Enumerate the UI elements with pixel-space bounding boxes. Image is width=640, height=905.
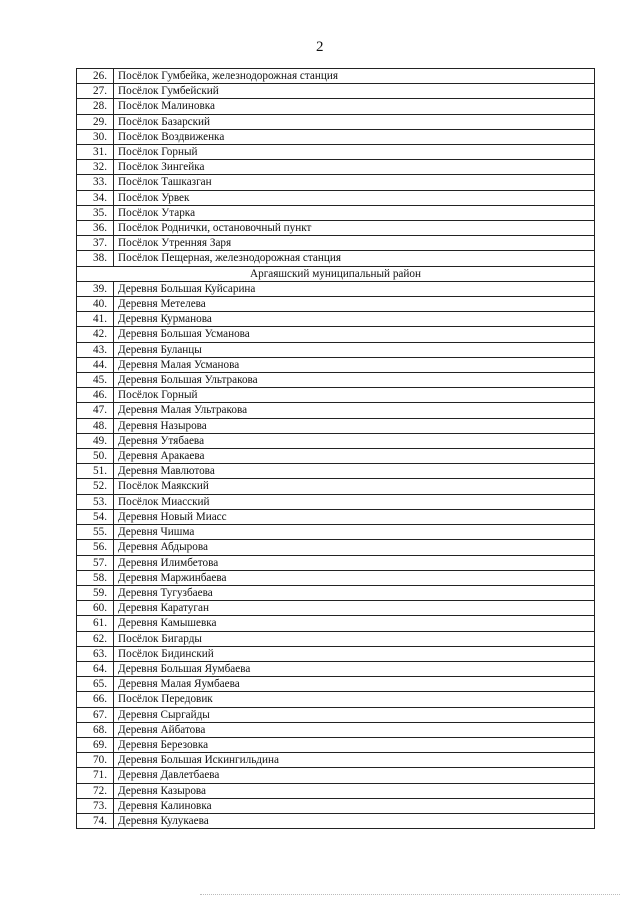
table-row (77, 783, 595, 798)
settlement-name: Деревня Каратуган (114, 601, 595, 616)
page-number: 2 (316, 39, 324, 55)
settlement-name: Посёлок Передовик (114, 692, 595, 707)
table-row (77, 373, 595, 388)
table-row (77, 449, 595, 464)
table-row (77, 281, 595, 296)
row-number: 63. (77, 646, 114, 661)
table-row (77, 99, 595, 114)
table-row (77, 114, 595, 129)
row-number: 43. (77, 342, 114, 357)
table-row (77, 798, 595, 813)
row-number: 54. (77, 509, 114, 524)
settlement-name: Деревня Малая Яумбаева (114, 677, 595, 692)
row-number: 27. (77, 84, 114, 99)
settlement-name: Деревня Камышевка (114, 616, 595, 631)
table-row (77, 646, 595, 661)
settlements-table (76, 68, 595, 829)
settlement-name: Деревня Утябаева (114, 433, 595, 448)
row-number: 26. (77, 69, 114, 84)
settlement-name: Посёлок Миасский (114, 494, 595, 509)
footer-scan-marks (200, 894, 620, 899)
settlement-name: Деревня Чишма (114, 525, 595, 540)
table-row (77, 585, 595, 600)
row-number: 42. (77, 327, 114, 342)
table-row (77, 616, 595, 631)
row-number: 32. (77, 160, 114, 175)
table-row (77, 494, 595, 509)
settlement-name: Деревня Назырова (114, 418, 595, 433)
table-row (77, 464, 595, 479)
row-number: 44. (77, 357, 114, 372)
settlement-name: Посёлок Горный (114, 145, 595, 160)
settlement-name: Деревня Кулукаева (114, 813, 595, 828)
row-number: 52. (77, 479, 114, 494)
table-row (77, 403, 595, 418)
table-row (77, 175, 595, 190)
settlement-name: Деревня Большая Искингильдина (114, 753, 595, 768)
settlement-name: Посёлок Бидинский (114, 646, 595, 661)
district-header-row (77, 266, 595, 281)
table-row (77, 525, 595, 540)
row-number: 60. (77, 601, 114, 616)
table-row (77, 342, 595, 357)
table-row (77, 221, 595, 236)
settlement-name: Деревня Калиновка (114, 798, 595, 813)
settlement-name: Посёлок Горный (114, 388, 595, 403)
district-name: Аргаяшский муниципальный район (77, 266, 595, 281)
table-row (77, 160, 595, 175)
table-row (77, 601, 595, 616)
row-number: 28. (77, 99, 114, 114)
table-row (77, 692, 595, 707)
settlement-name: Посёлок Гумбейский (114, 84, 595, 99)
row-number: 39. (77, 281, 114, 296)
row-number: 46. (77, 388, 114, 403)
settlement-name: Посёлок Ташказган (114, 175, 595, 190)
table-row (77, 813, 595, 828)
settlement-name: Деревня Большая Усманова (114, 327, 595, 342)
settlement-name: Посёлок Бигарды (114, 631, 595, 646)
table-row (77, 555, 595, 570)
table-row (77, 327, 595, 342)
row-number: 36. (77, 221, 114, 236)
settlement-name: Деревня Курманова (114, 312, 595, 327)
table-row (77, 251, 595, 266)
table-row (77, 236, 595, 251)
settlement-name: Деревня Илимбетова (114, 555, 595, 570)
row-number: 45. (77, 373, 114, 388)
row-number: 65. (77, 677, 114, 692)
table-row (77, 388, 595, 403)
table-row (77, 722, 595, 737)
table-row (77, 479, 595, 494)
settlement-name: Посёлок Гумбейка, железнодорожная станция (114, 69, 595, 84)
row-number: 48. (77, 418, 114, 433)
settlement-name: Деревня Березовка (114, 737, 595, 752)
table-row (77, 190, 595, 205)
row-number: 59. (77, 585, 114, 600)
table-row (77, 433, 595, 448)
row-number: 56. (77, 540, 114, 555)
row-number: 47. (77, 403, 114, 418)
row-number: 68. (77, 722, 114, 737)
row-number: 53. (77, 494, 114, 509)
row-number: 64. (77, 661, 114, 676)
table-row (77, 84, 595, 99)
table-row (77, 312, 595, 327)
settlement-name: Деревня Маржинбаева (114, 570, 595, 585)
row-number: 50. (77, 449, 114, 464)
row-number: 31. (77, 145, 114, 160)
row-number: 67. (77, 707, 114, 722)
row-number: 74. (77, 813, 114, 828)
table-row (77, 631, 595, 646)
table-row (77, 753, 595, 768)
row-number: 35. (77, 205, 114, 220)
row-number: 37. (77, 236, 114, 251)
settlement-name: Деревня Большая Куйсарина (114, 281, 595, 296)
settlement-name: Деревня Буланцы (114, 342, 595, 357)
settlement-name: Посёлок Урвек (114, 190, 595, 205)
table-row (77, 145, 595, 160)
row-number: 30. (77, 129, 114, 144)
settlement-name: Деревня Казырова (114, 783, 595, 798)
table-row (77, 768, 595, 783)
settlement-name: Деревня Малая Усманова (114, 357, 595, 372)
settlement-name: Деревня Новый Миасс (114, 509, 595, 524)
settlement-name: Деревня Малая Ультракова (114, 403, 595, 418)
row-number: 72. (77, 783, 114, 798)
table-row (77, 69, 595, 84)
settlement-name: Посёлок Роднички, остановочный пункт (114, 221, 595, 236)
settlement-name: Посёлок Маякский (114, 479, 595, 494)
row-number: 57. (77, 555, 114, 570)
row-number: 71. (77, 768, 114, 783)
row-number: 41. (77, 312, 114, 327)
row-number: 73. (77, 798, 114, 813)
settlement-name: Деревня Абдырова (114, 540, 595, 555)
row-number: 66. (77, 692, 114, 707)
settlement-name: Посёлок Зингейка (114, 160, 595, 175)
settlements-table-body (77, 69, 595, 829)
row-number: 38. (77, 251, 114, 266)
settlement-name: Деревня Тугузбаева (114, 585, 595, 600)
row-number: 61. (77, 616, 114, 631)
settlement-name: Деревня Аракаева (114, 449, 595, 464)
table-row (77, 540, 595, 555)
table-row (77, 418, 595, 433)
row-number: 69. (77, 737, 114, 752)
table-row (77, 357, 595, 372)
row-number: 29. (77, 114, 114, 129)
settlement-name: Деревня Мавлютова (114, 464, 595, 479)
settlement-name: Посёлок Пещерная, железнодорожная станция (114, 251, 595, 266)
table-row (77, 129, 595, 144)
table-row (77, 570, 595, 585)
settlement-name: Деревня Большая Ультракова (114, 373, 595, 388)
table-row (77, 509, 595, 524)
table-row (77, 205, 595, 220)
table-row (77, 661, 595, 676)
row-number: 33. (77, 175, 114, 190)
settlement-name: Посёлок Утарка (114, 205, 595, 220)
row-number: 58. (77, 570, 114, 585)
settlement-name: Посёлок Воздвиженка (114, 129, 595, 144)
row-number: 34. (77, 190, 114, 205)
settlement-name: Посёлок Малиновка (114, 99, 595, 114)
table-row (77, 677, 595, 692)
row-number: 51. (77, 464, 114, 479)
settlement-name: Деревня Айбатова (114, 722, 595, 737)
row-number: 40. (77, 297, 114, 312)
table-row (77, 297, 595, 312)
table-row (77, 737, 595, 752)
row-number: 55. (77, 525, 114, 540)
row-number: 49. (77, 433, 114, 448)
settlement-name: Деревня Сыргайды (114, 707, 595, 722)
row-number: 70. (77, 753, 114, 768)
settlement-name: Посёлок Утренняя Заря (114, 236, 595, 251)
settlement-name: Деревня Большая Яумбаева (114, 661, 595, 676)
settlement-name: Деревня Метелева (114, 297, 595, 312)
row-number: 62. (77, 631, 114, 646)
settlement-name: Посёлок Базарский (114, 114, 595, 129)
settlement-name: Деревня Давлетбаева (114, 768, 595, 783)
table-row (77, 707, 595, 722)
